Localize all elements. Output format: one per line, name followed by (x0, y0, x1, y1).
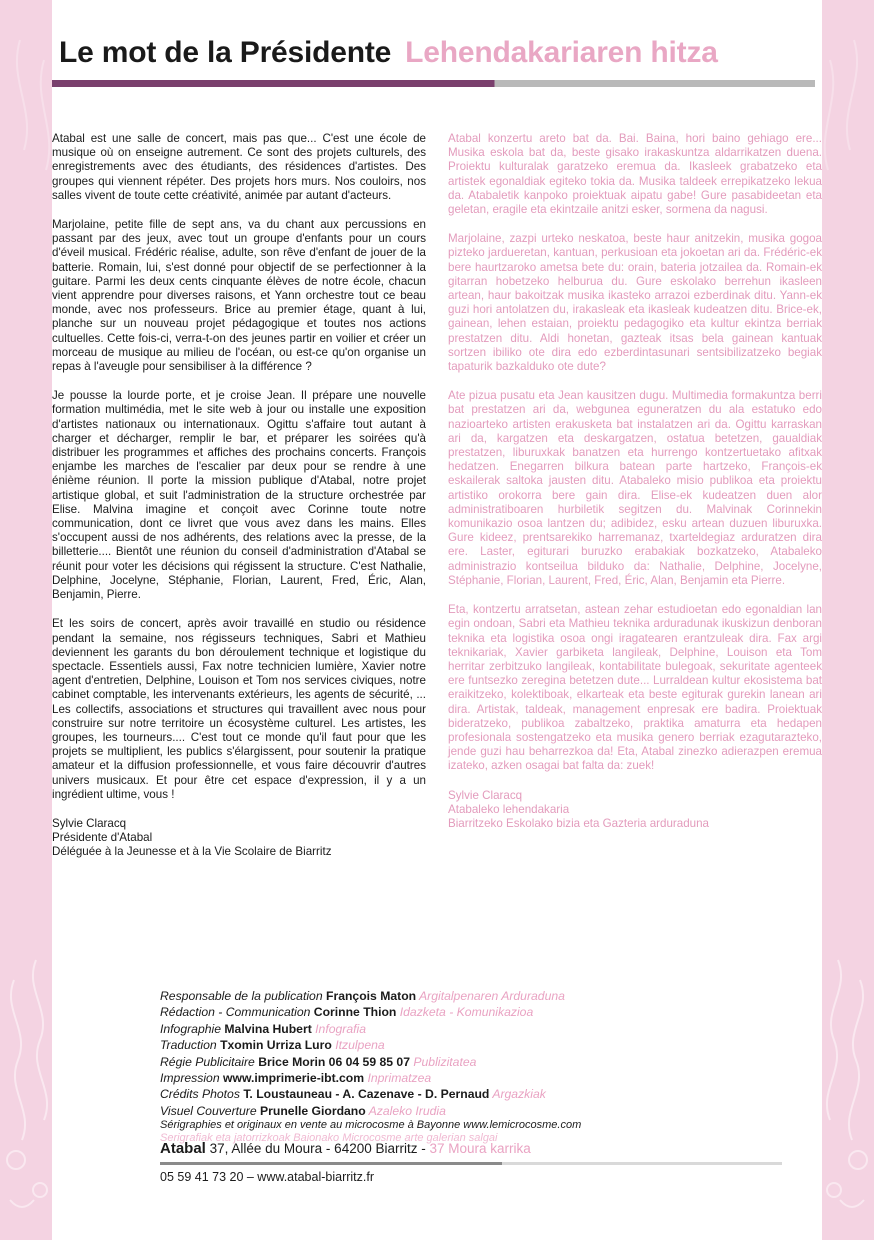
signature-eu-name: Sylvie Claracq (448, 788, 523, 802)
credit-label: Traduction (160, 1038, 217, 1053)
footer-address (160, 1140, 800, 1157)
credit-label: Régie Publicitaire (160, 1054, 255, 1069)
footer-block (160, 1140, 800, 1184)
signature-french (52, 817, 426, 860)
credit-label: Infographie (160, 1021, 221, 1036)
footer-address-basque: 37 Moura karrika (429, 1141, 531, 1156)
right-border-pattern (822, 0, 874, 1240)
credit-row (160, 1021, 800, 1037)
credit-label-basque: Argazkiak (492, 1087, 546, 1102)
credit-label-basque: Azaleko Irudia (368, 1103, 446, 1118)
article-columns (52, 132, 822, 860)
credit-row (160, 1103, 800, 1119)
credit-row (160, 1070, 800, 1086)
signature-fr-role: Présidente d'Atabal (52, 831, 153, 845)
signature-eu-title: Biarritzeko Eskolako bizia eta Gazteria arduraduna (448, 816, 709, 830)
credit-label: Responsable de la publication (160, 989, 323, 1003)
credit-label-basque: Idazketa - Komunikazioa (399, 1005, 534, 1020)
credit-row (160, 1054, 800, 1070)
credits-block (160, 988, 800, 1145)
page-header (52, 36, 822, 87)
left-decorative-border (0, 0, 52, 1240)
credit-value: Prunelle Giordano (260, 1103, 366, 1118)
header-divider (52, 80, 815, 87)
paragraph-fr-3: Je pousse la lourde porte, et je croise Jean. Il prépare une nouvelle formation multimédia, met le site web à jour ou installe une exposition d'artistes nationaux ou internationaux. Ogittu s'affaire tout autant à charger et décharger, remplir le bar, et préparer les soirées qu'à distribuer les programmes et affiches des prochains concerts. François enjambe les marches de l'escalier par deux pour se rendre à une énième réunion. Il porte la mission publique d'Atabal, notre projet artistique global, et suit l'administration de la structure orchestrée par Elise. Malvina imagine et conçoit avec Corinne toute notre communication, dont ce livret que vous avez dans les mains. Elles s'occupent aussi de nos adhérents, des relations avec la presse, de la billetterie.... Bientôt une réunion du conseil d'administration d'Atabal se réunit pour voter les décisions qui régissent la structure. C'est Nathalie, Delphine, Jocelyne, Stéphanie, Florian, Laurent, Fred, Éric, Alan, Benjamin, Pierre. (52, 389, 426, 602)
paragraph-fr-4: Et les soirs de concert, après avoir travaillé en studio ou résidence pendant la semaine, nos régisseurs techniques, Sabri et Mathieu deviennent les garants du bon déroulement technique et logistique du spectacle. Essentiels aussi, Fax notre technicien lumière, Xavier notre agent d'entretien, Delphine, Louison et Tom nos services civiques, notre cabinet comptable, les intervenants extérieurs, les agents de sécurité, ... Les collectifs, associations et structures qui travaillent avec nous pour construire sur notre territoire un écosystème culturel. Les artistes, les groupes, les tourneurs.... C'est tout ce monde qu'il faut pour que les projets se multiplient, les publics s'élargissent, pour soutenir la pratique amateur et la diffusion professionnelle, et vous faire découvrir d'autres univers musicaux. Et pour être cet espace d'expression, il y a un ingrédient ultime, vous ! (52, 617, 426, 801)
column-basque (448, 132, 822, 860)
signature-eu-role: Atabaleko lehendakaria (448, 802, 570, 816)
credit-value: François Maton (326, 989, 417, 1003)
credit-value[interactable]: www.imprimerie-ibt.com (223, 1071, 365, 1086)
credit-value: Malvina Hubert (224, 1021, 312, 1036)
credit-label-basque: Itzulpena (335, 1038, 385, 1053)
signature-basque (448, 789, 822, 832)
paragraph-eu-4: Eta, kontzertu arratsetan, astean zehar estudioetan edo egonaldian lan egin ondoan, Sabri eta Mathieu teknika arduradunak ikuskizun denboran teknika eta logistika osoa ongi iragatearen erantzuleak dira. Fax argi teknikariak, Xavier garbiketa langileak, Delphine, Louison eta Tom herritar zerbitzuko langileak, kontabilitate bulegoak, sekuritate agenteek ere funtsezko zeregina betetzen dute... Lurraldean kultur ekosistema bat eraikitzeko, kolektiboak, elkarteak eta beste egiturak gurekin lanean ari dira. Artistak, taldeak, management enpresak ere badira. Proiektuak bideratzeko, publikoa zabaltzeko, praktika amaturra eta hedapen profesionala sostengatzeko eta musika genero berriak ezagutarazteko, jende guzi hau beharrezkoa da! Eta, Atabal zinezko adierazpen eremua izateko, azken osagai bat falta da: zuek! (448, 603, 822, 773)
credit-label: Impression (160, 1071, 220, 1086)
credit-row (160, 988, 800, 1004)
footer-divider (160, 1162, 782, 1165)
credit-label: Crédits Photos (160, 1087, 240, 1102)
credit-value: Brice Morin 06 04 59 85 07 (258, 1054, 410, 1069)
credit-label-basque: Inprimatzea (367, 1071, 432, 1086)
credit-value: T. Loustauneau - A. Cazenave - D. Pernaud (243, 1087, 490, 1102)
credit-value: Corinne Thion (313, 1005, 397, 1020)
credit-label: Visuel Couverture (160, 1103, 257, 1118)
paragraph-eu-3: Ate pizua pusatu eta Jean kausitzen dugu. Multimedia formakuntza berri bat prestatzen ari da, webgunea eguneratzen du ala estatuko edo nazioarteko artisten erakusketa bat instalatzen ari da. Ogittu karraskan ari da, kargatzen eta deskargatzen, ostatua betetzen, gaualdiak prestatzen, liburuxkak banatzen eta hurrengo kontzertuetako afitxak hedatzen. Enegarren bilkura batean parte hartzeko, François-ek eskailerak saltoka jausten ditu. Atabaleko misio publikoa eta proiektu artistiko orokorra bere gain dira. Elise-ek kudeatzen duen alor administratiboaren hurbiletik segitzen du. Malvinak Corinnekin komunikazio osoa lantzen du; adibidez, esku artean duzuen liburuxka. Gure kideez, prentsarekiko harremanaz, txarteldegiaz arduratzen dira ere. Laster, egiturari buruzko erabakiak bozkatzeko, Atabaleko administrazio kontseilua bilduko da: Nathalie, Delphine, Jocelyne, Stéphanie, Florian, Laurent, Fred, Éric, Alan, Benjamin eta Pierre. (448, 389, 822, 587)
header-titles (52, 36, 822, 70)
right-decorative-border (822, 0, 874, 1240)
paragraph-eu-2: Marjolaine, zazpi urteko neskatoa, beste haur anitzekin, musika gogoa pizteko jardueretan, kantuan, perkusioan eta jokoetan ari da. Frédéric-ek bere haurtzaroko ametsa bete du: orain, bateria jotzailea da. Romain-ek gitarran hobetzeko helburua du. Gure eskolako berrehun ikasleen artean, haur bakoitzak musika ikasteko arrazoi ezberdinak ditu. Yann-ek guzi hori antolatzen du, irakasleak eta ikasleak kudeatzen ditu. Brice-ek, gainean, lehen estaian, proiektu pedagogiko eta kultur ekintza berriak prestatzen ditu. Aldi honetan, gazteak itsas bela gainean kantuak sortzen ibiliko ote dira edo ezberdintasunari sentsibilizatzeko begiak tapaturik bazkalduko ote dute? (448, 232, 822, 374)
paragraph-fr-2: Marjolaine, petite fille de sept ans, va du chant aux percussions en passant par des jeux, avec tout un groupe d'enfants pour un cours d'éveil musical. Frédéric réalise, adulte, son rêve d'enfant de jouer de la batterie. Romain, lui, s'est donné pour objectif de se perfectionner à la guitare. Parmi les deux cents cinquante élèves de notre école, chacun vient apprendre pour diverses raisons, et Yann orchestre tout ce beau monde, avec nos professeurs. Brice au premier étage, quant à lui, planche sur un nouveau projet pédagogique et toutes nos actions cultuelles. Cette fois-ci, verra-t-on des jeunes partir en voilier et créer un morceau de musique au milieu de l'océan, ou est-ce qu'on organise un repas à l'aveugle pour sensibiliser à la différence ? (52, 218, 426, 374)
credit-label: Rédaction - Communication (160, 1005, 311, 1020)
credit-row (160, 1086, 800, 1102)
credit-label-basque: Infografia (315, 1021, 366, 1036)
page-title-french: Le mot de la Présidente (59, 36, 392, 69)
footer-brand: Atabal (160, 1140, 206, 1157)
credit-row (160, 1004, 800, 1020)
credit-value: Txomin Urriza Luro (220, 1038, 332, 1053)
signature-fr-title: Déléguée à la Jeunesse et à la Vie Scolaire de Biarritz (52, 845, 332, 859)
credit-label-basque: Argitalpenaren Arduraduna (419, 989, 565, 1003)
credits-note-basque: Serigrafiak eta jatorrizkoak Baionako Microcosme arte galerian salgai (160, 1132, 498, 1145)
footer-contact[interactable]: 05 59 41 73 20 – www.atabal-biarritz.fr (160, 1170, 375, 1184)
credits-note-french[interactable]: Sérigraphies et originaux en vente au microcosme à Bayonne www.lemicrocosme.com (160, 1119, 582, 1132)
footer-address-french: 37, Allée du Moura - 64200 Biarritz - (209, 1141, 426, 1156)
credit-label-basque: Publizitatea (413, 1054, 477, 1069)
paragraph-fr-1: Atabal est une salle de concert, mais pas que... C'est une école de musique où on enseigne autrement. Ce sont des projets culturels, des enregistrements avec des étudiants, des résidences d'artistes. Des groupes qui viennent répéter. Des projets hors murs. Nos couloirs, nos salles vivent de toute cette créativité, animée par autant d'acteurs. (52, 132, 426, 202)
column-french (52, 132, 426, 860)
credit-row (160, 1037, 800, 1053)
paragraph-eu-1: Atabal konzertu areto bat da. Bai. Baina, hori baino gehiago ere... Musika eskola bat da, beste gisako irakaskuntza aldarrikatzen duena. Proiektu kulturalak garatzeko eremua da. Ikasleek grabatzeko eta artistek egonaldiak egiteko tokia da. Musika taldeek errepikatzeko lekua da. Atabaletik kanpoko proiektuak aipatu gabe! Gure pasabideetan eta geletan, eragile eta ekintzaile anitzi esker, sormena da nagusi. (448, 132, 822, 217)
signature-fr-name: Sylvie Claracq (52, 816, 127, 830)
page-title-basque: Lehendakariaren hitza (405, 36, 718, 69)
left-border-pattern (0, 0, 52, 1240)
